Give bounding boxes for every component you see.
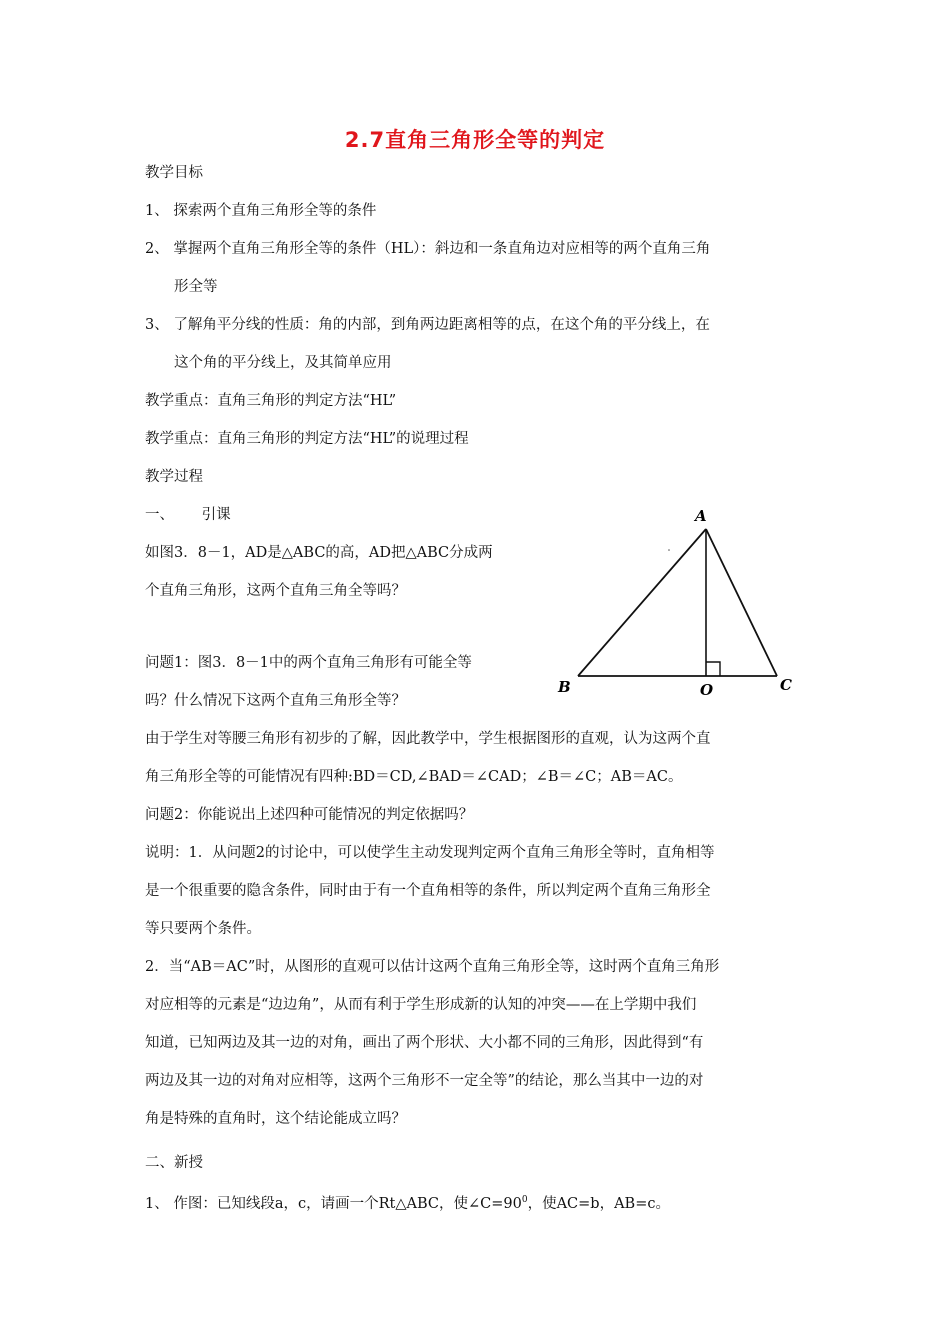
line-part: 1、 作图：已知线段a，c，请画一个Rt△ABC，使∠C=90: [145, 1195, 522, 1212]
paragraph-line: 两边及其一边的对角对应相等，这两个三角形不一定全等”的结论，那么当其中一边的对: [145, 1073, 704, 1089]
line-part: ，使AC=b，AB=c。: [527, 1195, 670, 1212]
paragraph-line: 教学重点：直角三角形的判定方法“HL”: [145, 393, 397, 409]
paragraph-line: 教学重点：直角三角形的判定方法“HL”的说理过程: [145, 431, 469, 447]
side-ac: [706, 529, 777, 676]
paragraph-line: 问题2：你能说出上述四种可能情况的判定依据吗？: [145, 807, 474, 823]
paragraph-line: 角是特殊的直角时，这个结论能成立吗？: [145, 1111, 406, 1127]
paragraph-line: 是一个很重要的隐含条件，同时由于有一个直角相等的条件，所以判定两个直角三角形全: [145, 883, 711, 899]
paragraph-line: 由于学生对等腰三角形有初步的了解，因此教学中，学生根据图形的直观，认为这两个直: [145, 731, 711, 747]
paragraph-line: 2、 掌握两个直角三角形全等的条件（HL）：斜边和一条直角边对应相等的两个直角三角: [145, 241, 711, 257]
vertex-label-a: A: [695, 507, 707, 525]
paragraph-line: 吗？什么情况下这两个直角三角形全等？: [145, 693, 406, 709]
paragraph-line: 问题1：图3．8－1中的两个直角三角形有可能全等: [145, 655, 472, 671]
section-heading: 二、新授: [145, 1155, 203, 1171]
paragraph-line: [145, 1190, 670, 1214]
vertex-label-b: B: [558, 678, 571, 696]
triangle-diagram: [552, 498, 812, 708]
section-heading: 教学目标: [145, 165, 203, 181]
paragraph-line: 这个角的平分线上，及其简单应用: [174, 355, 392, 371]
paragraph-line: 形全等: [174, 279, 218, 295]
right-angle-mark: [706, 662, 720, 676]
paragraph-line: 知道，已知两边及其一边的对角，画出了两个形状、大小都不同的三角形，因此得到“有: [145, 1035, 704, 1051]
paragraph-line: 1、 探索两个直角三角形全等的条件: [145, 203, 377, 219]
paragraph-line: 对应相等的元素是“边边角”，从而有利于学生形成新的认知的冲突——在上学期中我们: [145, 997, 697, 1013]
paragraph-line: 3、 了解角平分线的性质：角的内部，到角两边距离相等的点，在这个角的平分线上，在: [145, 317, 710, 333]
document-title: 2.7直角三角形全等的判定: [344, 128, 606, 152]
degree-superscript: 0: [521, 1195, 528, 1205]
vertex-label-c: C: [780, 676, 792, 694]
side-ab: [578, 529, 706, 676]
speck: [668, 549, 670, 551]
paragraph-line: 角三角形全等的可能情况有四种:BD＝CD,∠BAD＝∠CAD；∠B＝∠C；AB＝AC。: [145, 769, 683, 785]
paragraph-line: 个直角三角形，这两个直角三角全等吗？: [145, 583, 406, 599]
paragraph-line: 说明：1．从问题2的讨论中，可以使学生主动发现判定两个直角三角形全等时，直角相等: [145, 845, 715, 861]
paragraph-line: 2．当“AB＝AC”时，从图形的直观可以估计这两个直角三角形全等，这时两个直角三角形: [145, 959, 720, 975]
paragraph-line: 等只要两个条件。: [145, 921, 261, 937]
vertex-label-o: O: [700, 681, 714, 699]
section-heading: 一、 引课: [145, 507, 231, 523]
paragraph-line: 如图3．8－1，AD是△ABC的高，AD把△ABC分成两: [145, 545, 493, 561]
triangle-figure: [552, 498, 812, 708]
section-heading: 教学过程: [145, 469, 203, 485]
